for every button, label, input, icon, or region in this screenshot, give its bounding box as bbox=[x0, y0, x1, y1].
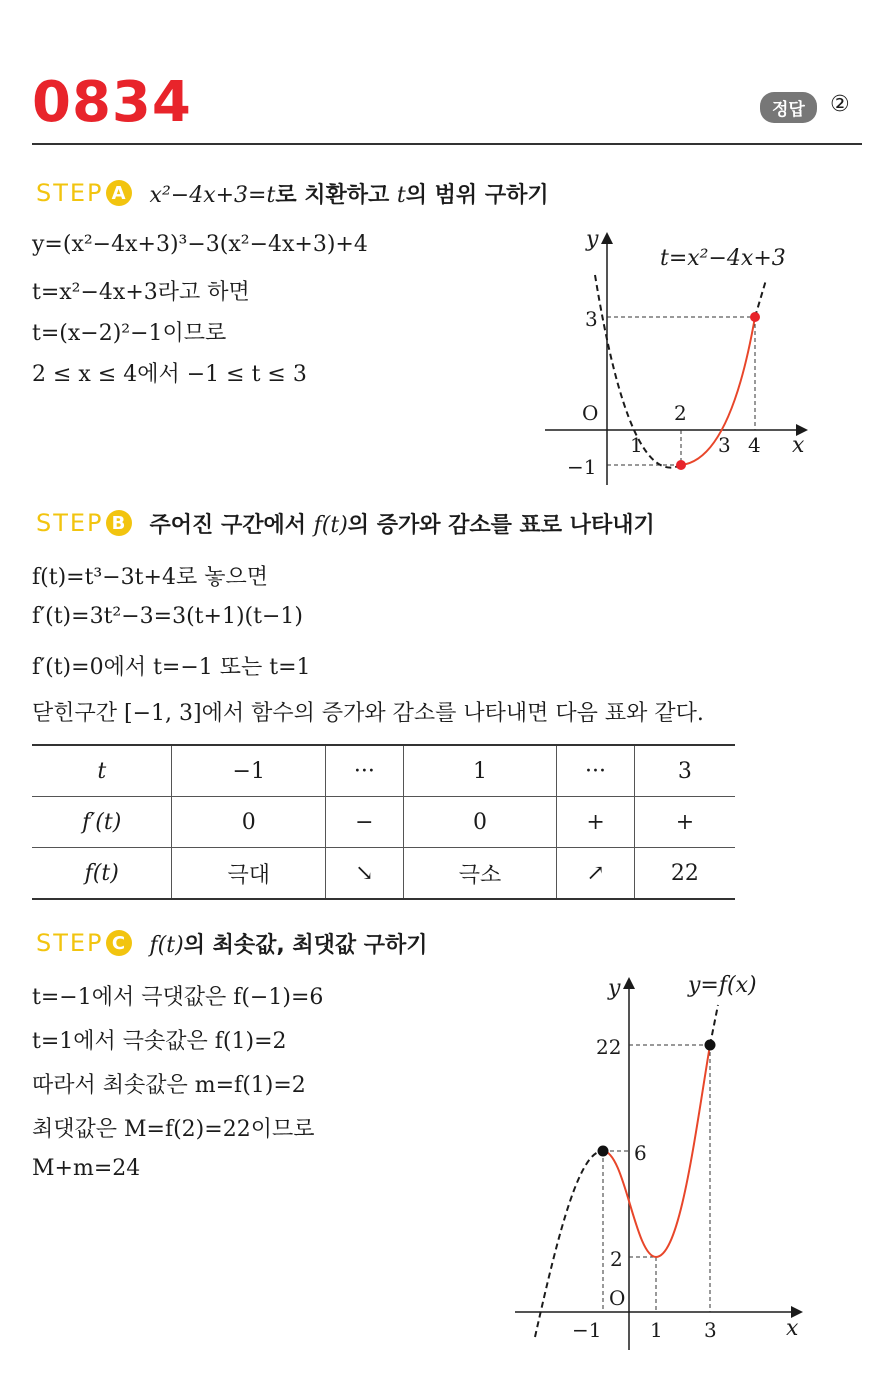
curve-label: t=x²−4x+3 bbox=[660, 246, 786, 271]
step-b-title bbox=[150, 508, 655, 539]
step-c-label: STEP bbox=[36, 929, 104, 957]
step-b-title-start: 주어진 구간에서 bbox=[149, 512, 314, 538]
x-tick-3: 3 bbox=[718, 433, 731, 457]
table-cell: f′(t) bbox=[32, 797, 172, 848]
table-cell: 3 bbox=[634, 745, 735, 797]
vertex-point bbox=[676, 460, 686, 470]
cubic-right-dashed bbox=[710, 1005, 718, 1045]
table-cell: 1 bbox=[403, 745, 557, 797]
step-b-heading bbox=[36, 506, 655, 540]
step-b-title-end: 의 증가와 감소를 표로 나타내기 bbox=[347, 512, 655, 538]
table-row bbox=[32, 797, 735, 848]
x-tick-1: 1 bbox=[630, 433, 643, 457]
table-cell: 극대 bbox=[172, 848, 326, 900]
endpoint-point bbox=[750, 312, 760, 322]
step-b-line-2: f′(t)=3t²−3=3(t+1)(t−1) bbox=[32, 604, 303, 629]
table-cell: 0 bbox=[403, 797, 557, 848]
y-tick-3: 3 bbox=[585, 307, 598, 331]
x-axis-label: x bbox=[786, 1316, 799, 1341]
step-a-title-mid: 로 치환하고 bbox=[275, 182, 397, 208]
step-a-title bbox=[150, 178, 549, 209]
step-c-line-3: 따라서 최솟값은 m=f(1)=2 bbox=[32, 1073, 306, 1098]
table-cell: ··· bbox=[326, 745, 404, 797]
step-b-letter: B bbox=[106, 510, 132, 536]
x-tick-neg1: −1 bbox=[572, 1318, 602, 1342]
step-c-heading bbox=[36, 926, 428, 960]
step-a-line-2: t=x²−4x+3라고 하면 bbox=[32, 280, 250, 305]
step-b-line-1: f(t)=t³−3t+4로 놓으면 bbox=[32, 565, 268, 590]
step-a-title-math: x²−4x+3=t bbox=[149, 182, 276, 208]
table-cell: f(t) bbox=[32, 848, 172, 900]
table-cell: t bbox=[32, 745, 172, 797]
step-a-line-4: 2 ≤ x ≤ 4에서 −1 ≤ t ≤ 3 bbox=[32, 362, 307, 387]
problem-number: 0834 bbox=[32, 70, 192, 135]
x-tick-3: 3 bbox=[704, 1318, 717, 1342]
step-c-line-2: t=1에서 극솟값은 f(1)=2 bbox=[32, 1029, 287, 1054]
y-tick-neg1: −1 bbox=[567, 455, 597, 479]
table-cell: −1 bbox=[172, 745, 326, 797]
parabola-right-dashed bbox=[755, 280, 766, 317]
curve-label: y=f(x) bbox=[688, 973, 757, 998]
step-a-line-3: t=(x−2)²−1이므로 bbox=[32, 321, 227, 346]
table-row bbox=[32, 848, 735, 900]
step-a-line-1: y=(x²−4x+3)³−3(x²−4x+3)+4 bbox=[32, 232, 368, 257]
step-c-title bbox=[150, 928, 428, 959]
step-b-label: STEP bbox=[36, 509, 104, 537]
step-c-line-1: t=−1에서 극댓값은 f(−1)=6 bbox=[32, 985, 324, 1010]
step-c-title-math: f(t) bbox=[149, 932, 184, 958]
step-c-letter: C bbox=[106, 930, 132, 956]
step-a-heading bbox=[36, 176, 549, 210]
answer-badge: 정답 bbox=[760, 92, 817, 123]
table-cell: 22 bbox=[634, 848, 735, 900]
step-a-graph bbox=[530, 220, 850, 500]
step-a-title-math2: t bbox=[396, 182, 406, 208]
step-b-title-math: f(t) bbox=[313, 512, 348, 538]
cubic-left-dashed bbox=[535, 1151, 603, 1337]
local-max-point bbox=[598, 1146, 609, 1157]
step-a-label: STEP bbox=[36, 179, 104, 207]
table-cell: + bbox=[557, 797, 635, 848]
y-tick-22: 22 bbox=[596, 1035, 622, 1059]
step-a-title-end: 의 범위 구하기 bbox=[405, 182, 549, 208]
y-tick-6: 6 bbox=[634, 1141, 647, 1165]
x-axis-label: x bbox=[792, 433, 805, 458]
origin-label: O bbox=[609, 1286, 626, 1310]
step-c-line-5: M+m=24 bbox=[32, 1156, 141, 1181]
header-divider bbox=[32, 143, 862, 145]
table-cell: 극소 bbox=[403, 848, 557, 900]
step-b-line-4: 닫힌구간 [−1, 3]에서 함수의 증가와 감소를 나타내면 다음 표와 같다. bbox=[32, 701, 704, 726]
table-cell: − bbox=[326, 797, 404, 848]
answer-value: ② bbox=[830, 92, 850, 117]
step-b-line-3: f′(t)=0에서 t=−1 또는 t=1 bbox=[32, 655, 311, 680]
y-tick-2: 2 bbox=[610, 1247, 623, 1271]
table-cell: + bbox=[634, 797, 735, 848]
origin-label: O bbox=[582, 401, 599, 425]
x-tick-4: 4 bbox=[748, 433, 761, 457]
step-c-graph bbox=[510, 965, 840, 1365]
step-c-line-4: 최댓값은 M=f(2)=22이므로 bbox=[32, 1117, 315, 1142]
x-tick-1: 1 bbox=[650, 1318, 663, 1342]
table-cell: ↗ bbox=[557, 848, 635, 900]
endpoint-point bbox=[705, 1040, 716, 1051]
table-cell: 0 bbox=[172, 797, 326, 848]
step-a-letter: A bbox=[106, 180, 132, 206]
y-axis-label: y bbox=[586, 227, 599, 252]
x-tick-2: 2 bbox=[674, 401, 687, 425]
y-axis-label: y bbox=[608, 976, 621, 1001]
step-c-title-end: 의 최솟값, 최댓값 구하기 bbox=[183, 932, 428, 958]
table-cell: ··· bbox=[557, 745, 635, 797]
sign-table bbox=[32, 744, 735, 900]
table-row bbox=[32, 745, 735, 797]
table-cell: ↘ bbox=[326, 848, 404, 900]
